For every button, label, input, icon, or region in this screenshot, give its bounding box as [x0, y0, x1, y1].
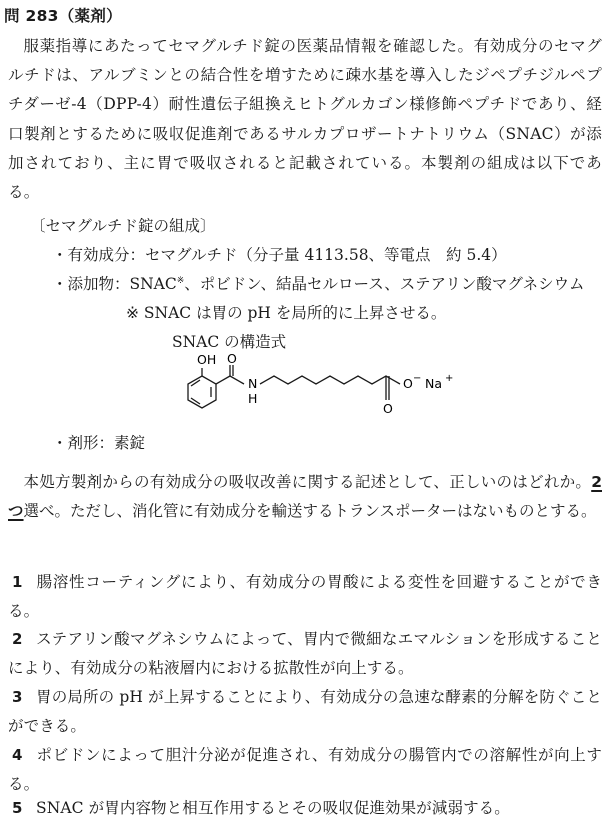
- question-intro: 服薬指導にあたってセマグルチド錠の医薬品情報を確認した。有効成分のセマグルチドは、アルブミンとの結合性を増すために疎水基を導入したジペプチジルペプチダーゼ-4（DPP-4）耐性遺伝子組換えヒトグルカゴン様修飾ペプチドであり、経口製剤とするために吸収促進剤であるサルカプロザートナトリウム（SNAC）が添加されており、主に胃で吸収されると記載されている。本製剤の組成は以下である。: [8, 37, 602, 202]
- additives-prefix: ・添加物：SNAC: [52, 275, 177, 293]
- additives-rest: 、ポビドン、結晶セルロース、ステアリン酸マグネシウム: [184, 275, 585, 293]
- additives: [52, 272, 585, 294]
- active-ingredient: ・有効成分：セマグルチド（分子量 4113.58、等電点 約 5.4）: [52, 246, 507, 264]
- label-na: Na: [425, 376, 443, 391]
- dosage-form: ・剤形：素錠: [52, 434, 146, 452]
- structure-title: SNAC の構造式: [172, 333, 287, 351]
- choice-1[interactable]: [8, 568, 602, 626]
- prompt-text-before: 本処方製剤からの有効成分の吸収改善に関する記述として、正しいのはどれか。: [23, 473, 592, 491]
- label-o-carbonyl: O: [383, 401, 393, 416]
- choice-text: 腸溶性コーティングにより、有効成分の胃酸による変性を回避することができる。: [8, 573, 602, 620]
- prompt-text-after: 選べ。ただし、消化管に有効成分を輸送するトランスポーターはないものとする。: [23, 501, 597, 520]
- label-o-carboxylate: O: [403, 376, 413, 391]
- choice-number: 2: [12, 630, 23, 648]
- snac-bonds: [188, 365, 400, 408]
- question-prompt: [8, 468, 602, 525]
- choice-2[interactable]: [8, 625, 602, 683]
- choice-5[interactable]: [8, 794, 602, 823]
- choice-text: ステアリン酸マグネシウムによって、胃内で微細なエマルションを形成することにより、有効成分の粘液層内における拡散性が向上する。: [8, 630, 602, 677]
- choice-text: ポビドンによって胆汁分泌が促進され、有効成分の腸管内での溶解性が向上する。: [8, 746, 602, 793]
- choice-4[interactable]: [8, 741, 602, 799]
- label-minus: −: [413, 373, 422, 384]
- question-title: 問 283（薬剤）: [4, 7, 122, 25]
- choice-number: 3: [12, 688, 23, 706]
- choice-number: 1: [12, 573, 23, 591]
- answer-count: 2つ: [8, 473, 602, 520]
- label-n: N: [248, 376, 258, 391]
- choice-number: 4: [12, 746, 23, 764]
- label-plus: +: [445, 373, 454, 384]
- label-o-amide: O: [227, 352, 237, 366]
- snac-structure-diagram: [178, 352, 478, 424]
- label-h: H: [248, 391, 258, 406]
- composition-title: 〔セマグルチド錠の組成〕: [30, 217, 216, 235]
- benzene-ring: [188, 376, 216, 408]
- label-oh: OH: [197, 352, 217, 367]
- choice-number: 5: [12, 799, 23, 817]
- footnote-mark: ※: [176, 275, 185, 286]
- footnote: ※ SNAC は胃の pH を局所的に上昇させる。: [126, 304, 447, 322]
- choice-text: 胃の局所の pH が上昇することにより、有効成分の急速な酵素的分解を防ぐことができる。: [8, 688, 602, 735]
- choice-3[interactable]: [8, 683, 602, 741]
- choice-text: SNAC が胃内容物と相互作用するとその吸収促進効果が減弱する。: [36, 799, 510, 817]
